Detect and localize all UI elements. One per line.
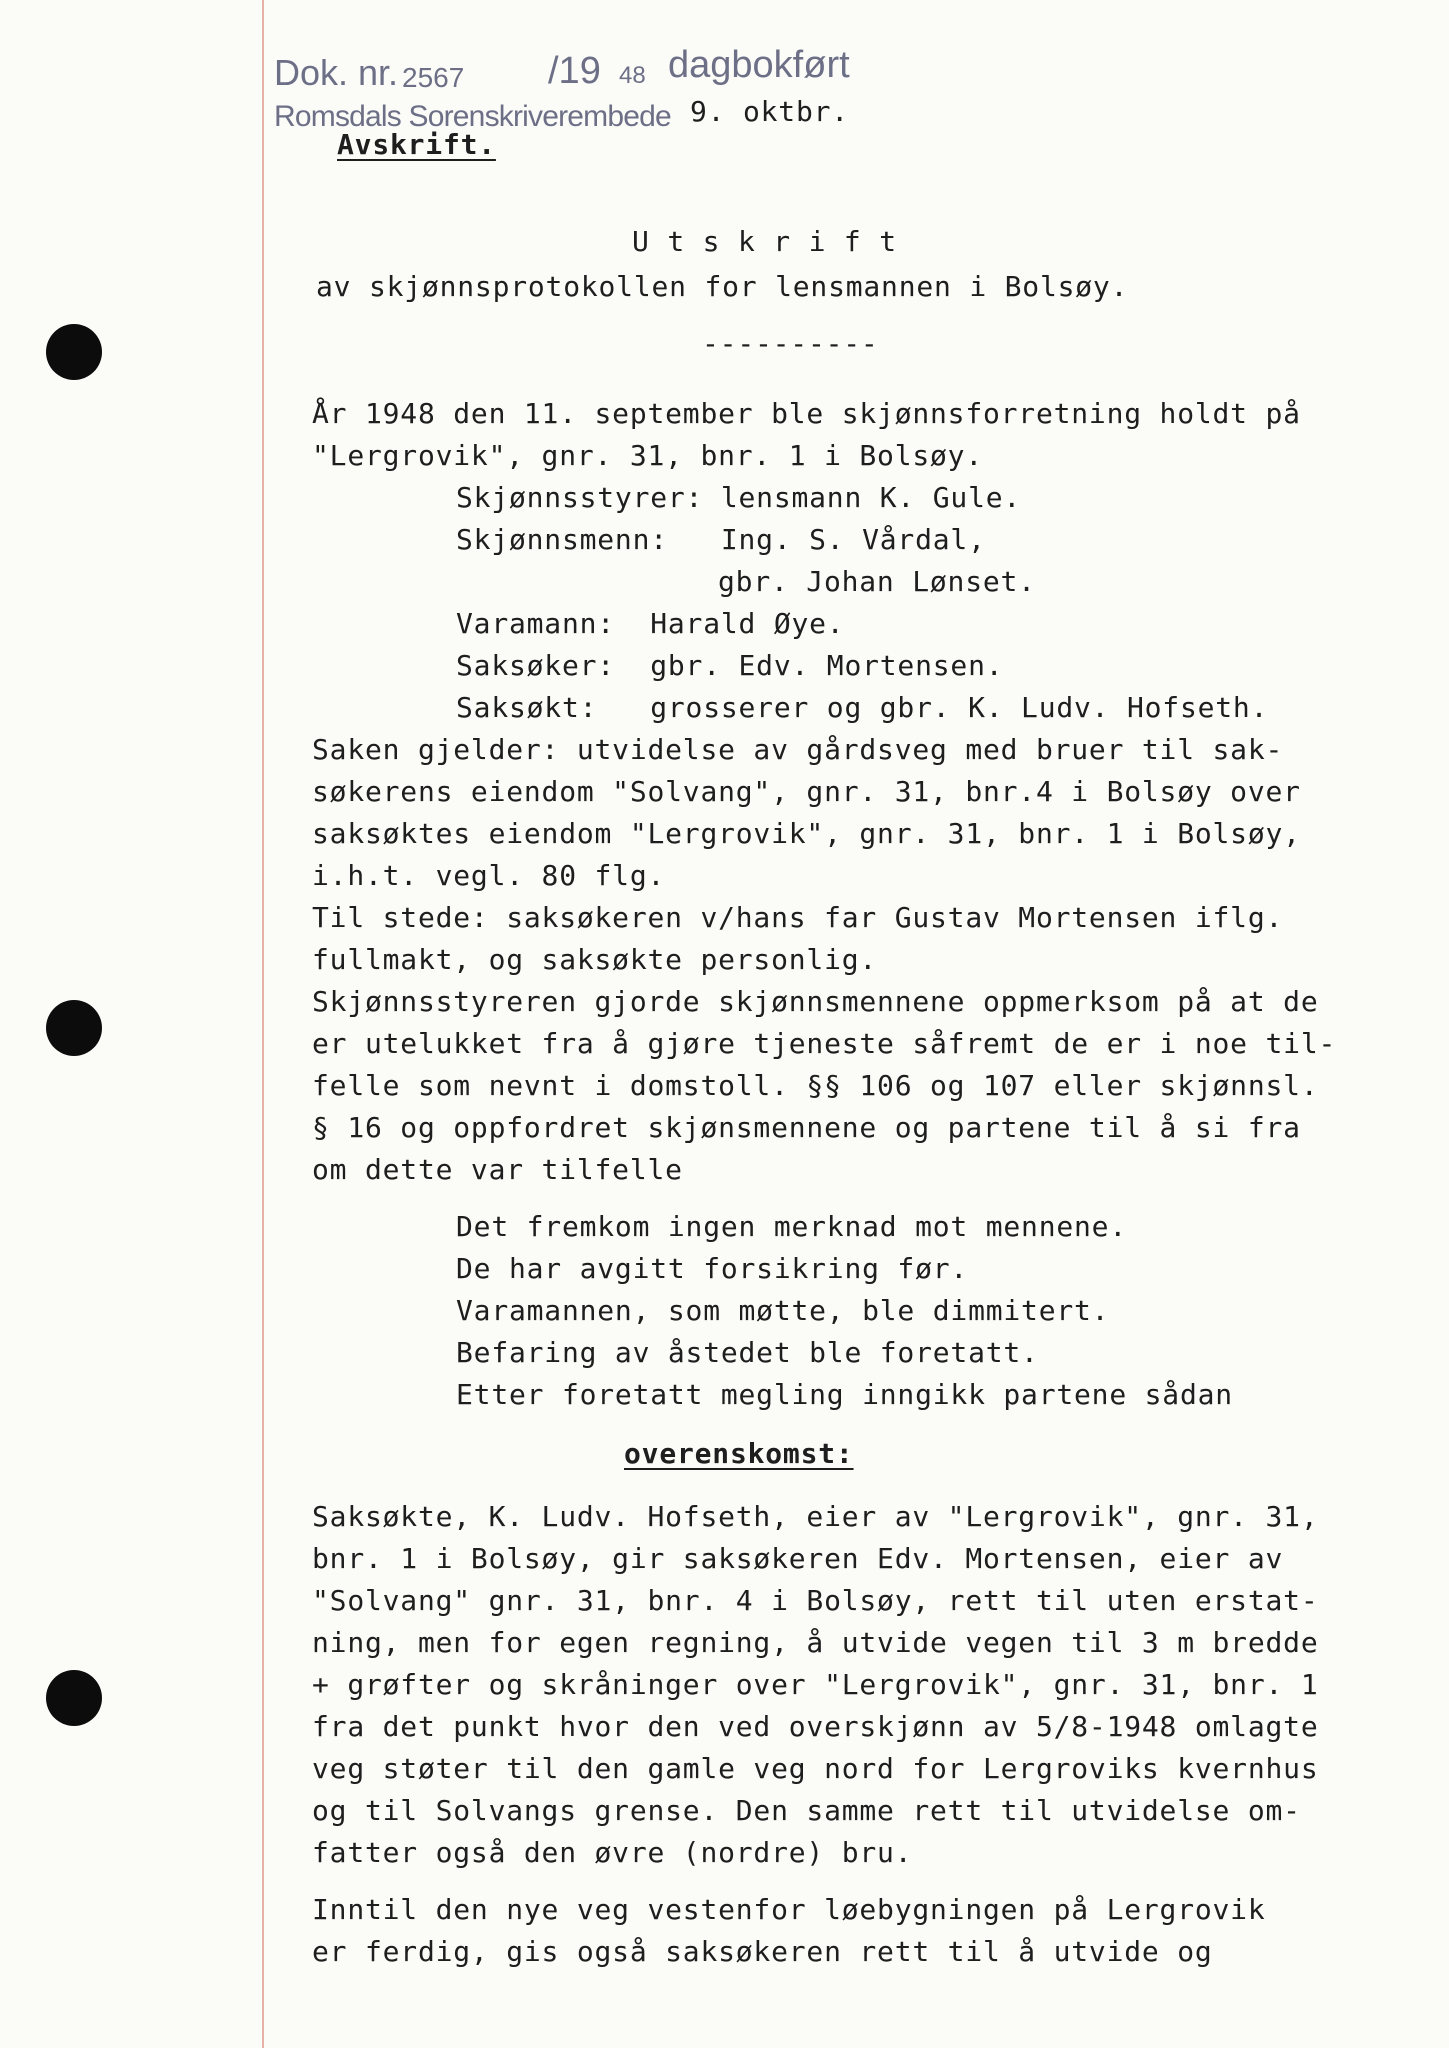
text-line: Inntil den nye veg vestenfor løebygningen på Lergrovik	[312, 1893, 1266, 1926]
stamp-year-prefix: /19	[548, 50, 601, 92]
text-line: Varamannen, som møtte, ble dimmitert.	[456, 1294, 1110, 1327]
text-line: ning, men for egen regning, å utvide vegen til 3 m bredde	[312, 1626, 1319, 1659]
text-line: saksøktes eiendom "Lergrovik", gnr. 31, bnr. 1 i Bolsøy,	[312, 817, 1301, 850]
text-line: Skjønnsmenn: Ing. S. Vårdal,	[456, 523, 986, 556]
text-line: i.h.t. vegl. 80 flg.	[312, 859, 666, 892]
text-line: er utelukket fra å gjøre tjeneste såfremt de er i noe til-	[312, 1027, 1337, 1060]
avskrift-label: Avskrift.	[337, 128, 496, 161]
stamp-date: 9. oktbr.	[690, 95, 849, 128]
text-line: veg støter til den gamle veg nord for Lergroviks kvernhus	[312, 1752, 1319, 1785]
document-title: U t s k r i f t	[632, 225, 897, 258]
separator-dashes: ----------	[702, 327, 879, 360]
text-line: om dette var tilfelle	[312, 1153, 683, 1186]
text-line: Varamann: Harald Øye.	[456, 607, 845, 640]
stamp-dagbok: dagbokført	[668, 44, 850, 86]
text-line: Skjønnsstyreren gjorde skjønnsmennene oppmerksom på at de	[312, 985, 1319, 1018]
text-line: fullmakt, og saksøkte personlig.	[312, 943, 878, 976]
punch-hole	[46, 1000, 102, 1056]
text-line: Saksøkte, K. Ludv. Hofseth, eier av "Lergrovik", gnr. 31,	[312, 1500, 1319, 1533]
text-line: Skjønnsstyrer: lensmann K. Gule.	[456, 481, 1022, 514]
text-line: + grøfter og skråninger over "Lergrovik", gnr. 31, bnr. 1	[312, 1668, 1319, 1701]
text-line: felle som nevnt i domstoll. §§ 106 og 107 eller skjønnsl.	[312, 1069, 1319, 1102]
text-line: År 1948 den 11. september ble skjønnsforretning holdt på	[312, 397, 1301, 430]
text-line: er ferdig, gis også saksøkeren rett til å utvide og	[312, 1935, 1213, 1968]
text-line: og til Solvangs grense. Den samme rett til utvidelse om-	[312, 1794, 1301, 1827]
text-line: Til stede: saksøkeren v/hans far Gustav Mortensen iflg.	[312, 901, 1284, 934]
text-line: "Solvang" gnr. 31, bnr. 4 i Bolsøy, rett til uten erstat-	[312, 1584, 1319, 1617]
text-line: § 16 og oppfordret skjønsmennene og partene til å si fra	[312, 1111, 1301, 1144]
punch-hole	[46, 324, 102, 380]
text-line: Befaring av åstedet ble foretatt.	[456, 1336, 1039, 1369]
stamp-dok-number: 2567	[402, 62, 465, 93]
margin-rule	[262, 0, 264, 2048]
stamp-year: 48	[619, 62, 646, 89]
text-line: Saksøkt: grosserer og gbr. K. Ludv. Hofseth.	[456, 691, 1269, 724]
document-subtitle: av skjønnsprotokollen for lensmannen i Bolsøy.	[316, 270, 1129, 303]
text-line: "Lergrovik", gnr. 31, bnr. 1 i Bolsøy.	[312, 439, 983, 472]
text-line: søkerens eiendom "Solvang", gnr. 31, bnr.4 i Bolsøy over	[312, 775, 1301, 808]
text-line: bnr. 1 i Bolsøy, gir saksøkeren Edv. Mortensen, eier av	[312, 1542, 1284, 1575]
text-line: Etter foretatt megling inngikk partene sådan	[456, 1378, 1233, 1411]
text-line: gbr. Johan Lønset.	[718, 565, 1036, 598]
text-line: De har avgitt forsikring før.	[456, 1252, 969, 1285]
text-line: fra det punkt hvor den ved overskjønn av 5/8-1948 omlagte	[312, 1710, 1319, 1743]
text-line: fatter også den øvre (nordre) bru.	[312, 1836, 913, 1869]
text-line: Saksøker: gbr. Edv. Mortensen.	[456, 649, 1004, 682]
section-heading: overenskomst:	[624, 1437, 854, 1470]
text-line: Det fremkom ingen merknad mot mennene.	[456, 1210, 1127, 1243]
punch-hole	[46, 1670, 102, 1726]
stamp-office: Romsdals Sorenskriverembede	[274, 100, 671, 133]
text-line: Saken gjelder: utvidelse av gårdsveg med bruer til sak-	[312, 733, 1284, 766]
stamp-dok-label: Dok. nr.	[274, 52, 399, 93]
